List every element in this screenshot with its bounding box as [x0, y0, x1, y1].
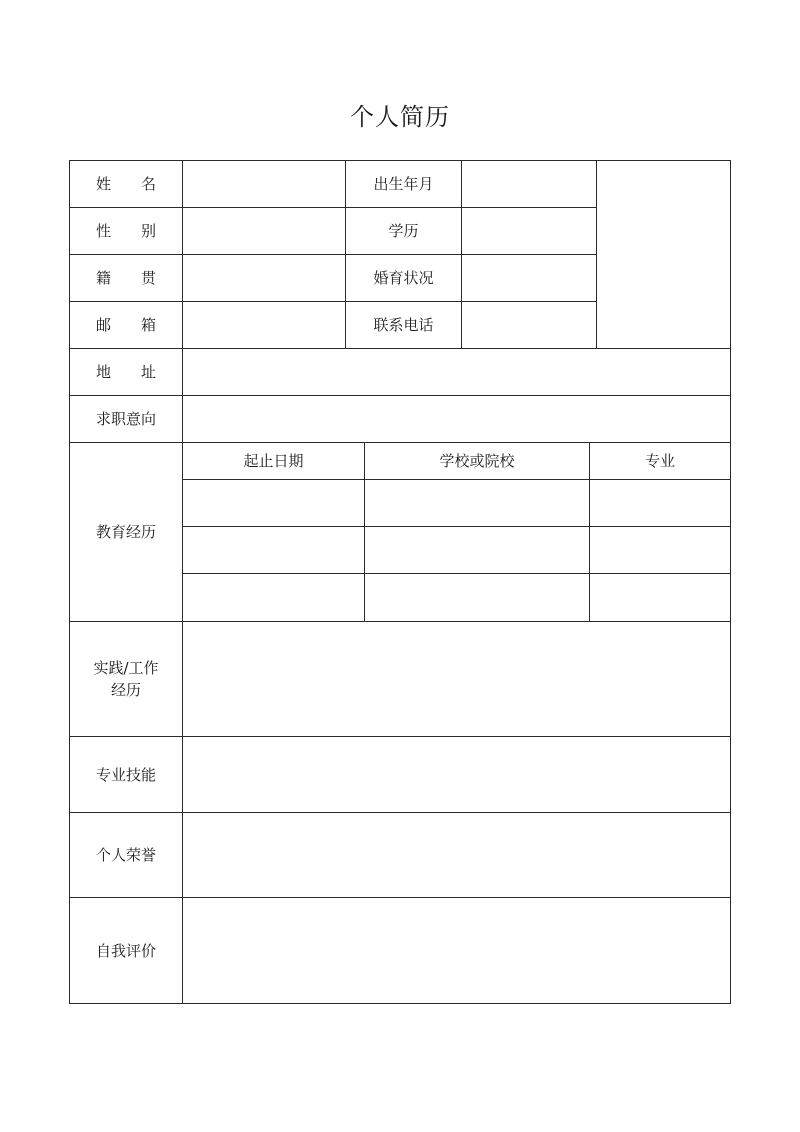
education-row-1-school[interactable]	[365, 480, 589, 526]
label-marital-status: 婚育状况	[373, 269, 434, 287]
job-intention-field[interactable]	[183, 396, 730, 442]
education-header-dates: 起止日期	[243, 452, 304, 470]
name-field[interactable]	[183, 161, 345, 207]
education-row-2-major[interactable]	[590, 527, 730, 573]
resume-title: 个人简历	[350, 103, 450, 131]
label-name: 姓 名	[95, 175, 156, 193]
marital-status-field[interactable]	[462, 255, 596, 301]
email-field[interactable]	[183, 302, 345, 348]
label-address: 地 址	[95, 363, 156, 381]
self-evaluation-field[interactable]	[183, 898, 730, 1003]
label-birth-date: 出生年月	[373, 175, 434, 193]
label-education-history: 教育经历	[95, 523, 156, 541]
label-practice-work: 实践/工作 经历	[93, 659, 159, 699]
label-email: 邮 箱	[95, 316, 156, 334]
education-header-major: 专业	[644, 452, 675, 470]
honors-field[interactable]	[183, 813, 730, 897]
table-border-right	[730, 160, 731, 1004]
education-row-1-dates[interactable]	[183, 480, 364, 526]
label-honors: 个人荣誉	[95, 846, 156, 864]
education-row-2-dates[interactable]	[183, 527, 364, 573]
label-native-place: 籍 贯	[95, 269, 156, 287]
practice-work-field[interactable]	[183, 622, 730, 736]
label-gender: 性 别	[95, 222, 156, 240]
native-place-field[interactable]	[183, 255, 345, 301]
table-border-bottom	[69, 1003, 731, 1004]
label-job-intention: 求职意向	[95, 410, 156, 428]
label-phone: 联系电话	[373, 316, 434, 334]
gender-field[interactable]	[183, 208, 345, 254]
education-level-field[interactable]	[462, 208, 596, 254]
label-self-evaluation: 自我评价	[95, 941, 156, 960]
photo-box[interactable]	[597, 161, 730, 348]
education-header-school: 学校或院校	[439, 452, 515, 470]
phone-field[interactable]	[462, 302, 596, 348]
label-skills: 专业技能	[95, 765, 156, 784]
skills-field[interactable]	[183, 737, 730, 812]
education-row-1-major[interactable]	[590, 480, 730, 526]
education-row-2-school[interactable]	[365, 527, 589, 573]
birth-date-field[interactable]	[462, 161, 596, 207]
education-row-3-school[interactable]	[365, 574, 589, 621]
education-row-3-major[interactable]	[590, 574, 730, 621]
address-field[interactable]	[183, 349, 730, 395]
education-row-3-dates[interactable]	[183, 574, 364, 621]
label-education-level: 学历	[388, 222, 419, 240]
